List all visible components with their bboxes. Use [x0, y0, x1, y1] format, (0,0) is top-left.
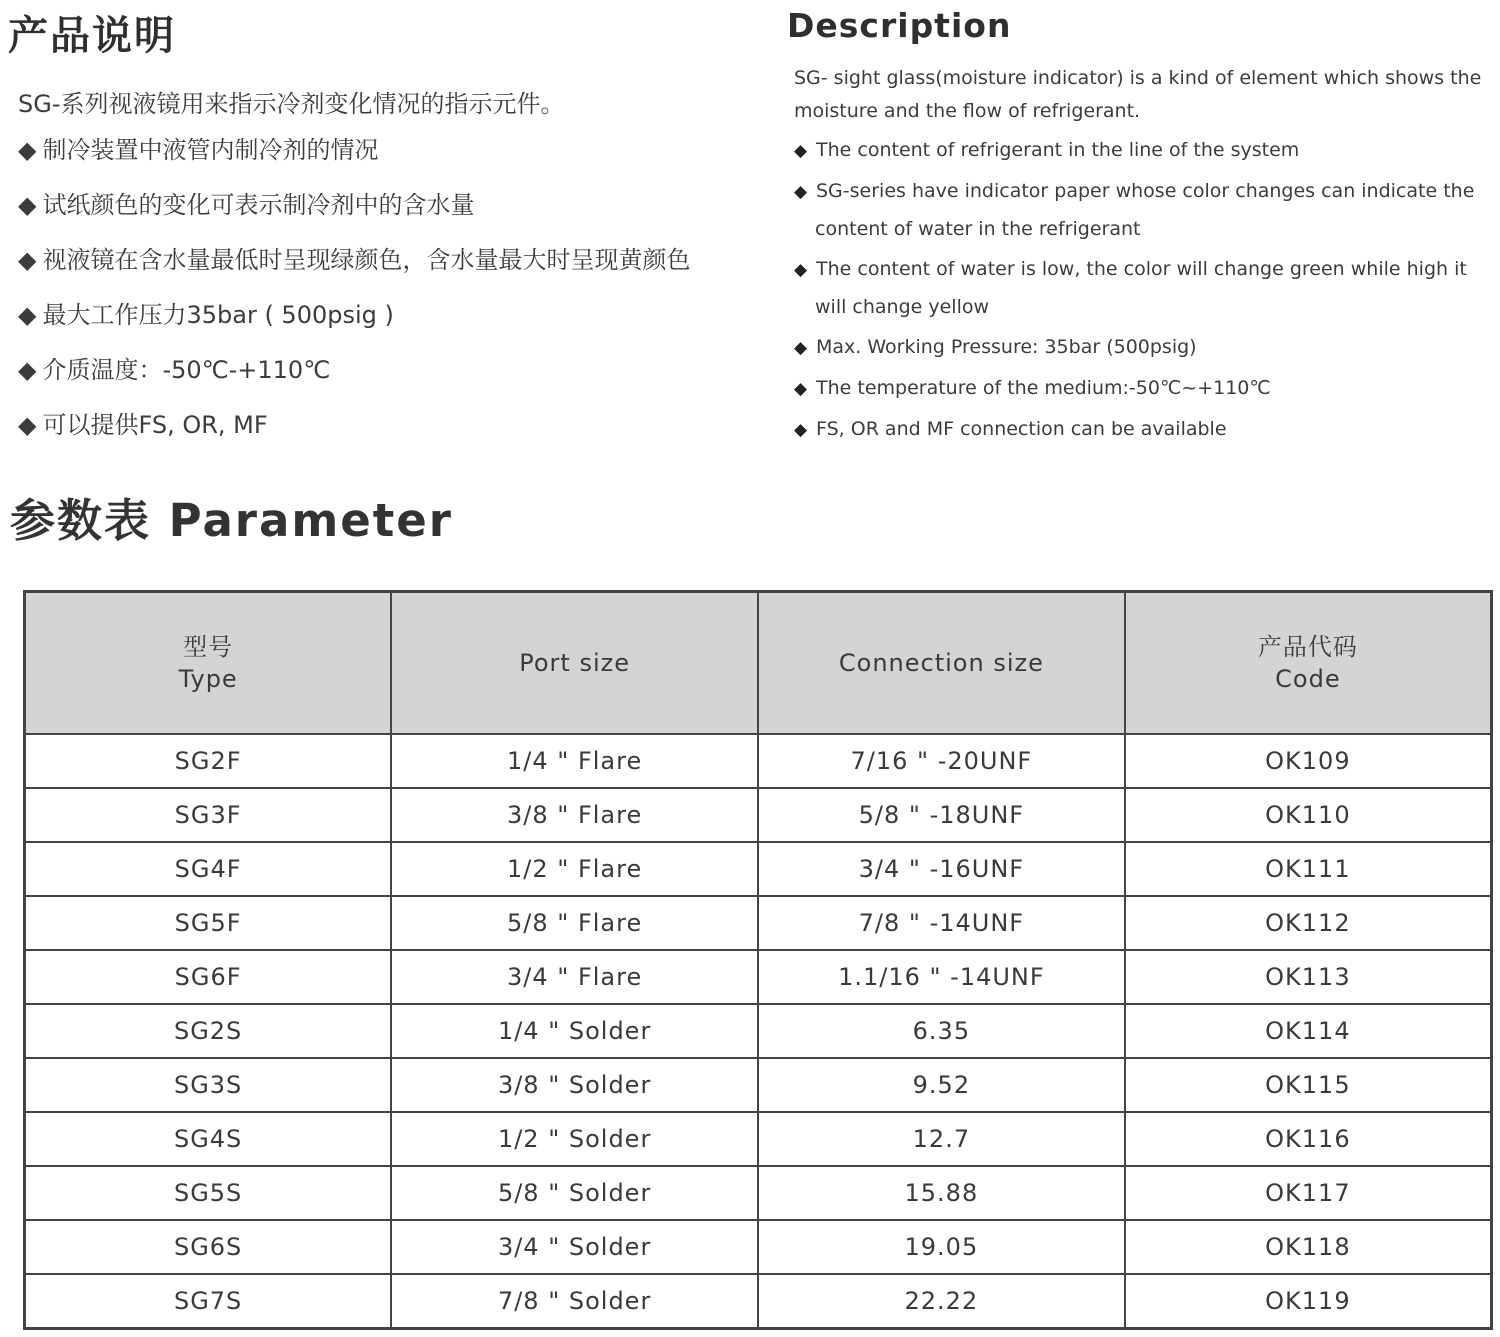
- table-body: [25, 734, 1492, 1329]
- cn-list-item: [18, 238, 690, 293]
- header-port-size: [391, 592, 758, 735]
- diamond-bullet-icon: ◆: [794, 338, 808, 358]
- cn-list-item: [18, 403, 690, 458]
- table-row: [25, 734, 1492, 788]
- diamond-bullet-icon: ◆: [18, 191, 37, 219]
- diamond-bullet-icon: ◆: [794, 260, 808, 280]
- cn-list-item: [18, 293, 690, 348]
- cell-code: OK112: [1125, 896, 1492, 950]
- table-row: [25, 788, 1492, 842]
- parameter-title: 参数表 Parameter: [10, 494, 453, 547]
- cn-list-item-text: 可以提供FS, OR, MF: [42, 411, 268, 439]
- diamond-bullet-icon: ◆: [18, 356, 37, 384]
- diamond-bullet-icon: ◆: [794, 141, 808, 161]
- table-row: [25, 1112, 1492, 1166]
- cell-port-size: 1/2 " Flare: [391, 842, 758, 896]
- cell-port-size: 5/8 " Flare: [391, 896, 758, 950]
- cell-type: SG3S: [25, 1058, 392, 1112]
- cell-code: OK110: [1125, 788, 1492, 842]
- cell-connection-size: 5/8 " -18UNF: [758, 788, 1125, 842]
- cell-port-size: 5/8 " Solder: [391, 1166, 758, 1220]
- cell-connection-size: 7/16 " -20UNF: [758, 734, 1125, 788]
- cell-code: OK119: [1125, 1274, 1492, 1329]
- header-label: 产品代码: [1257, 633, 1358, 661]
- header-label: Port size: [519, 649, 630, 677]
- cell-code: OK113: [1125, 950, 1492, 1004]
- table-row: [25, 1220, 1492, 1274]
- cell-type: SG6S: [25, 1220, 392, 1274]
- cell-connection-size: 22.22: [758, 1274, 1125, 1329]
- en-list-item: [794, 177, 1484, 243]
- cell-port-size: 1/4 " Flare: [391, 734, 758, 788]
- cell-code: OK114: [1125, 1004, 1492, 1058]
- cn-list-item-text: 试纸颜色的变化可表示制冷剂中的含水量: [42, 191, 475, 219]
- cell-port-size: 1/4 " Solder: [391, 1004, 758, 1058]
- en-list-item-text: ◆ SG-series have indicator paper whose color changes can indicate the: [794, 177, 1484, 206]
- cell-connection-size: 15.88: [758, 1166, 1125, 1220]
- cell-code: OK111: [1125, 842, 1492, 896]
- cn-feature-list: [18, 128, 690, 458]
- header-connection-size: [758, 592, 1125, 735]
- table-row: [25, 1058, 1492, 1112]
- cell-port-size: 3/8 " Solder: [391, 1058, 758, 1112]
- cn-list-item-text: 最大工作压力35bar ( 500psig ): [42, 301, 394, 329]
- en-intro-text: SG- sight glass(moisture indicator) is a kind of element which shows the moisture and the flow of refrigerant.: [794, 67, 1482, 122]
- cn-list-item-text: 制冷装置中液管内制冷剂的情况: [42, 136, 379, 164]
- table-row: [25, 950, 1492, 1004]
- header-code: [1125, 592, 1492, 735]
- cn-list-item-text: 介质温度：-50℃-+110℃: [42, 356, 331, 384]
- diamond-bullet-icon: ◆: [18, 301, 37, 329]
- cell-type: SG5S: [25, 1166, 392, 1220]
- cell-port-size: 3/8 " Flare: [391, 788, 758, 842]
- cell-port-size: 7/8 " Solder: [391, 1274, 758, 1329]
- cell-code: OK109: [1125, 734, 1492, 788]
- cell-port-size: 3/4 " Solder: [391, 1220, 758, 1274]
- cn-list-item: [18, 348, 690, 403]
- cell-connection-size: 3/4 " -16UNF: [758, 842, 1125, 896]
- en-list-item: [794, 136, 1484, 165]
- table-header-row: [25, 592, 1492, 735]
- cell-connection-size: 6.35: [758, 1004, 1125, 1058]
- cell-code: OK115: [1125, 1058, 1492, 1112]
- en-list-item-text: ◆ FS, OR and MF connection can be available: [794, 415, 1484, 444]
- en-list-item: [794, 374, 1484, 403]
- en-list-item-text: ◆ The content of refrigerant in the line of the system: [794, 136, 1484, 165]
- header-label: Type: [178, 665, 238, 693]
- table-row: [25, 1004, 1492, 1058]
- table-row: [25, 896, 1492, 950]
- table-row: [25, 1166, 1492, 1220]
- cell-type: SG4S: [25, 1112, 392, 1166]
- cell-type: SG3F: [25, 788, 392, 842]
- cell-port-size: 3/4 " Flare: [391, 950, 758, 1004]
- table-row: [25, 1274, 1492, 1329]
- diamond-bullet-icon: ◆: [18, 136, 37, 164]
- en-section-title: Description: [787, 6, 1012, 45]
- cn-list-item-text: 视液镜在含水量最低时呈现绿颜色，含水量最大时呈现黄颜色: [42, 246, 691, 274]
- cell-code: OK117: [1125, 1166, 1492, 1220]
- table-row: [25, 842, 1492, 896]
- cell-connection-size: 1.1/16 " -14UNF: [758, 950, 1125, 1004]
- cn-list-item: [18, 128, 690, 183]
- cell-code: OK118: [1125, 1220, 1492, 1274]
- diamond-bullet-icon: ◆: [794, 420, 808, 440]
- header-label: Code: [1275, 665, 1341, 693]
- parameter-table: [23, 590, 1493, 1330]
- en-list-item-text: ◆ Max. Working Pressure: 35bar (500psig): [794, 333, 1484, 362]
- cell-port-size: 1/2 " Solder: [391, 1112, 758, 1166]
- cell-connection-size: 12.7: [758, 1112, 1125, 1166]
- cell-type: SG5F: [25, 896, 392, 950]
- diamond-bullet-icon: ◆: [794, 379, 808, 399]
- cn-section-title: 产品说明: [8, 13, 176, 59]
- header-type: [25, 592, 392, 735]
- cell-type: SG7S: [25, 1274, 392, 1329]
- cell-connection-size: 9.52: [758, 1058, 1125, 1112]
- header-label: Connection size: [838, 649, 1044, 677]
- diamond-bullet-icon: ◆: [18, 246, 37, 274]
- en-list-item: [794, 255, 1484, 321]
- diamond-bullet-icon: ◆: [794, 182, 808, 202]
- en-feature-list: [794, 136, 1484, 456]
- cell-code: OK116: [1125, 1112, 1492, 1166]
- en-list-item-text: ◆ The content of water is low, the color will change green while high it: [794, 255, 1484, 284]
- en-list-item-text-continued: will change yellow: [815, 296, 990, 318]
- en-list-item-text-continued: content of water in the refrigerant: [815, 218, 1141, 240]
- en-list-item: [794, 415, 1484, 444]
- cell-type: SG2F: [25, 734, 392, 788]
- cn-list-item: [18, 183, 690, 238]
- en-list-item: [794, 333, 1484, 362]
- cn-intro-text: SG-系列视液镜用来指示冷剂变化情况的指示元件。: [18, 90, 565, 118]
- en-list-item-text: ◆ The temperature of the medium:-50℃~+110℃: [794, 374, 1484, 403]
- cell-type: SG6F: [25, 950, 392, 1004]
- cell-type: SG4F: [25, 842, 392, 896]
- diamond-bullet-icon: ◆: [18, 411, 37, 439]
- cell-connection-size: 7/8 " -14UNF: [758, 896, 1125, 950]
- cell-type: SG2S: [25, 1004, 392, 1058]
- header-label: 型号: [183, 633, 234, 661]
- cell-connection-size: 19.05: [758, 1220, 1125, 1274]
